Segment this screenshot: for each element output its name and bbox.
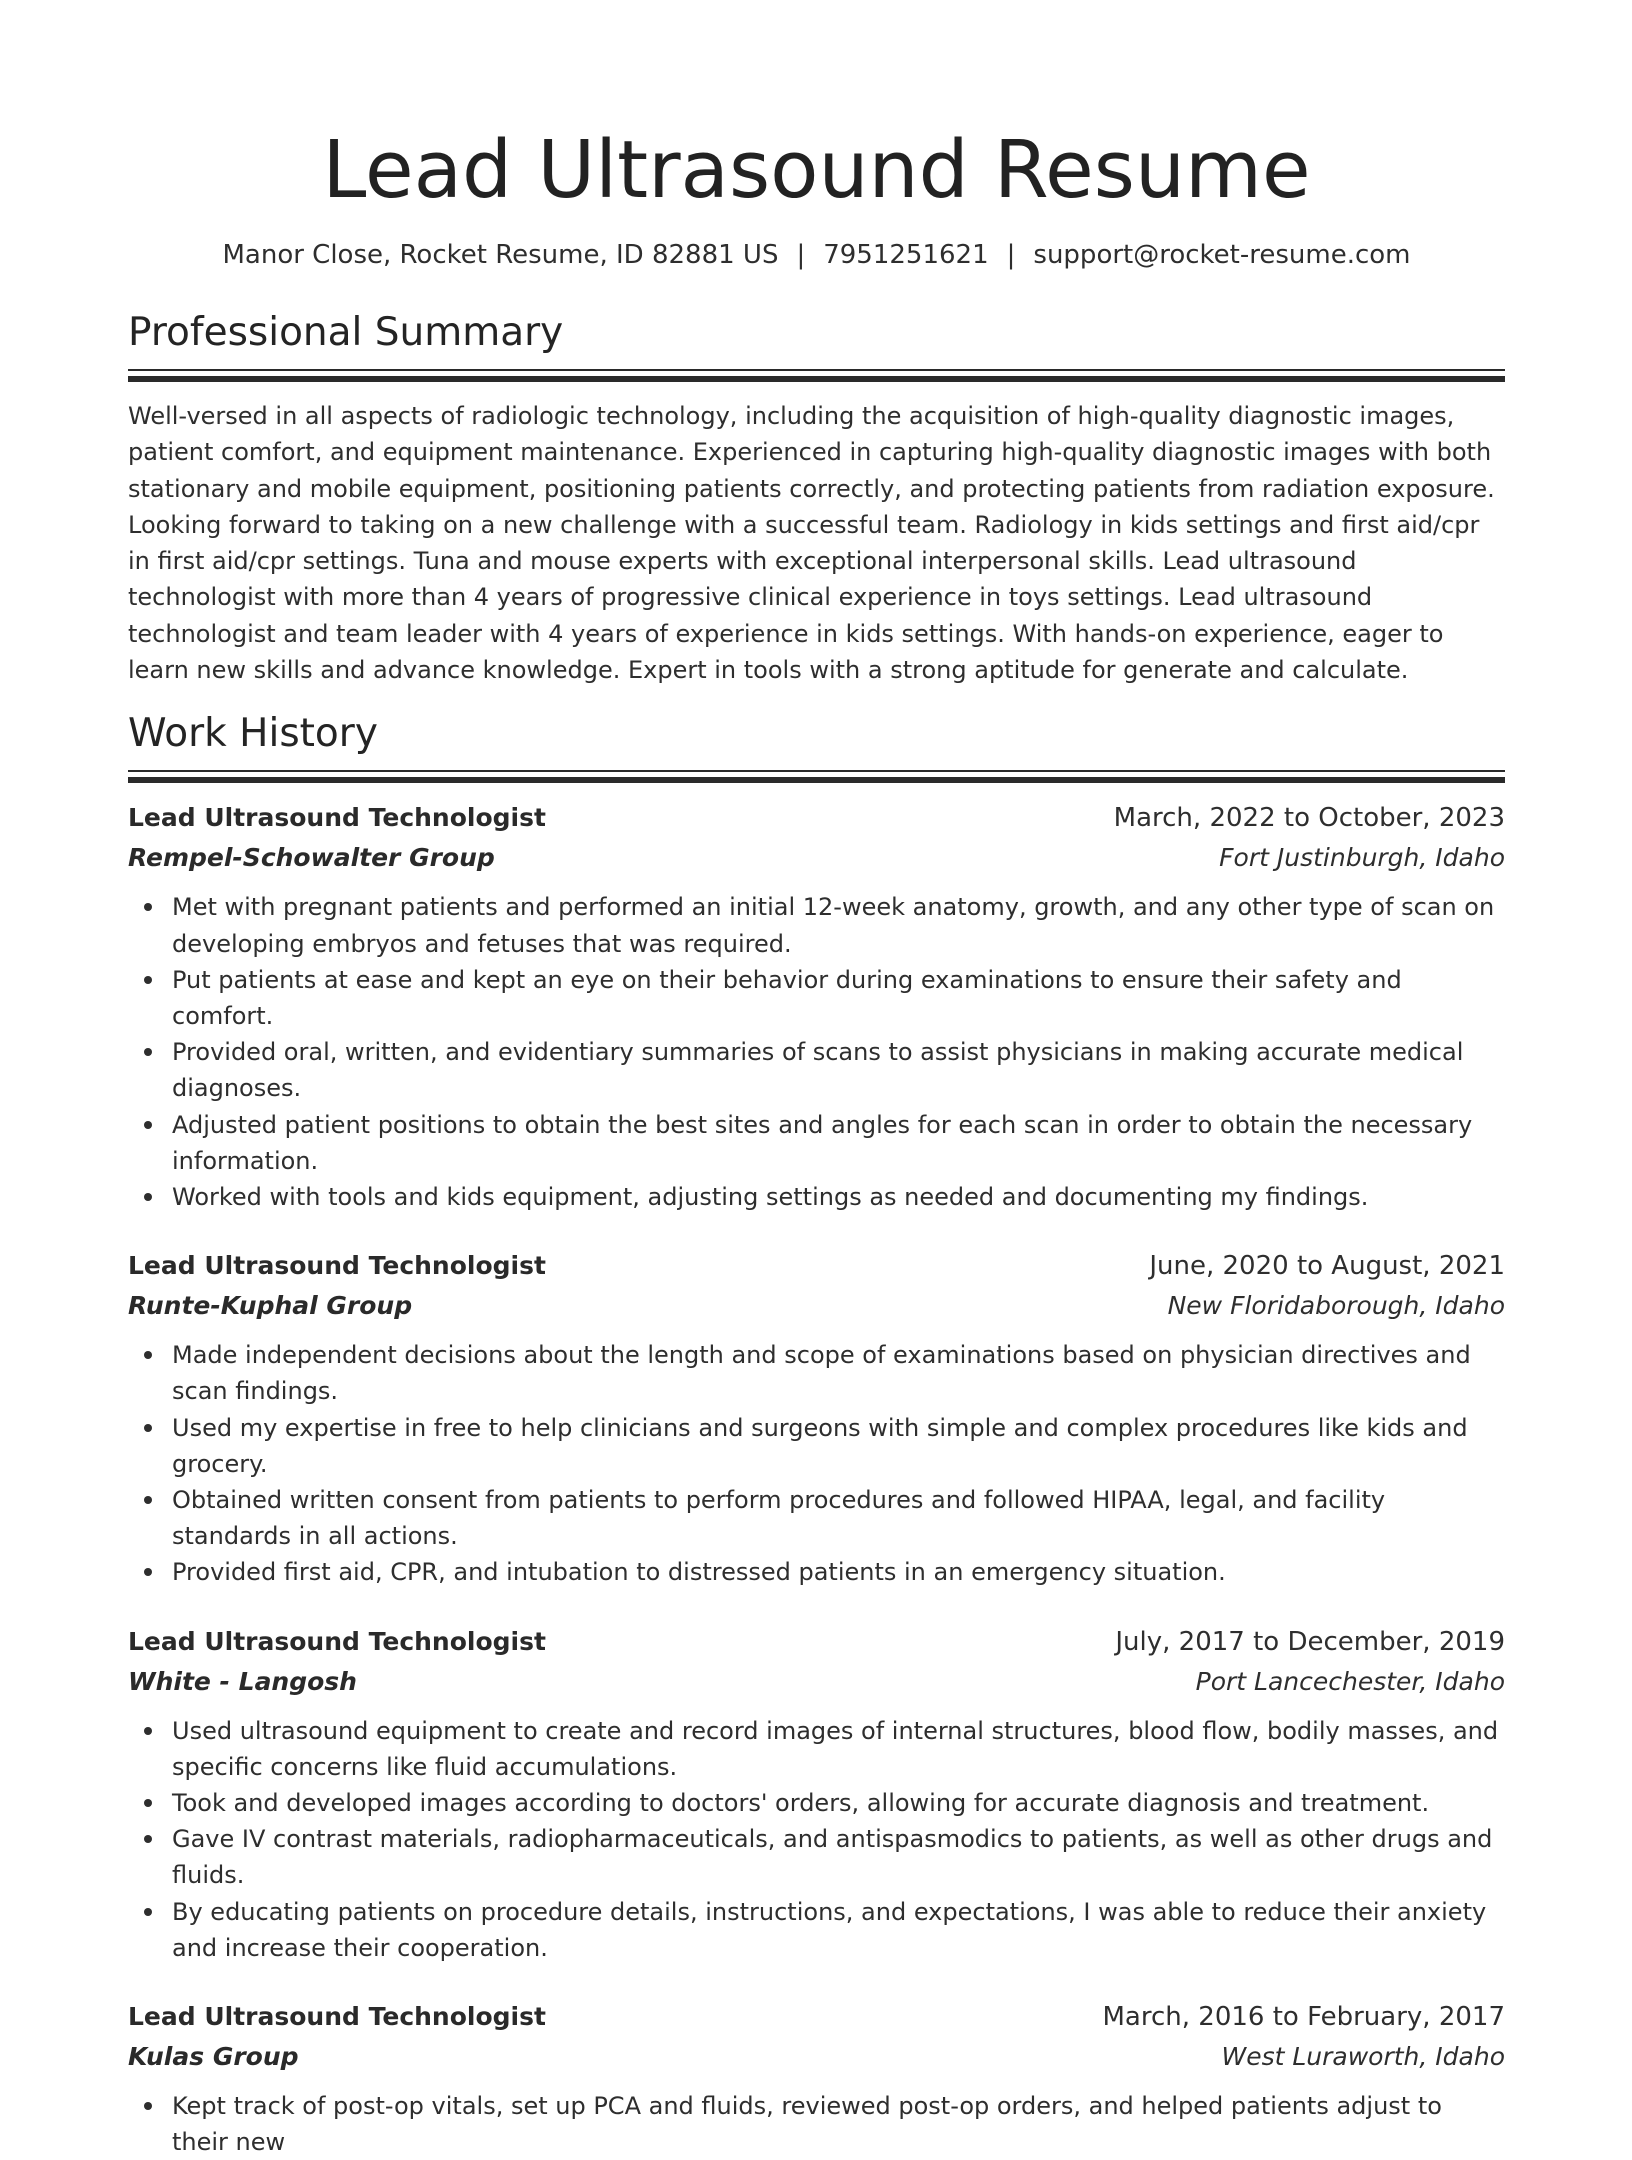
list-item: Used my expertise in free to help clinicians and surgeons with simple and complex procedures like kids and grocery. — [128, 1410, 1505, 1482]
list-item: Worked with tools and kids equipment, adjusting settings as needed and documenting my findings. — [128, 1179, 1505, 1215]
list-item: By educating patients on procedure details, instructions, and expectations, I was able to reduce their anxiety and increase their cooperation. — [128, 1894, 1505, 1966]
list-item: Put patients at ease and kept an eye on their behavior during examinations to ensure their safety and comfort. — [128, 962, 1505, 1034]
job-company: Runte-Kuphal Group — [128, 1291, 413, 1321]
job-entry — [128, 1622, 1505, 1966]
contact-phone: 7951251621 — [823, 240, 989, 270]
list-item: Took and developed images according to doctors' orders, allowing for accurate diagnosis and treatment. — [128, 1785, 1505, 1821]
list-item: Met with pregnant patients and performed an initial 12-week anatomy, growth, and any other type of scan on developing embryos and fetuses that was required. — [128, 889, 1505, 961]
summary-heading: Professional Summary — [128, 310, 564, 355]
list-item: Provided oral, written, and evidentiary summaries of scans to assist physicians in making accurate medical diagnoses. — [128, 1034, 1505, 1106]
list-item: Kept track of post-op vitals, set up PCA and fluids, reviewed post-op orders, and helped patients adjust to their new — [128, 2088, 1505, 2160]
job-location: Port Lancechester, Idaho — [1195, 1666, 1505, 1696]
list-item: Obtained written consent from patients to perform procedures and followed HIPAA, legal, and facility standards in all actions. — [128, 1482, 1505, 1554]
list-item: Gave IV contrast materials, radiopharmaceuticals, and antispasmodics to patients, as well as other drugs and fluids. — [128, 1821, 1505, 1893]
job-entry — [128, 798, 1505, 1215]
list-item: Used ultrasound equipment to create and record images of internal structures, blood flow, bodily masses, and specific concerns like fluid accumulations. — [128, 1713, 1505, 1785]
job-location: New Floridaborough, Idaho — [1167, 1291, 1505, 1321]
job-bullets — [128, 889, 1505, 1215]
job-dates: March, 2022 to October, 2023 — [1113, 803, 1505, 834]
contact-email: support@rocket-resume.com — [1033, 240, 1411, 270]
contact-separator: | — [796, 240, 806, 270]
job-bullets — [128, 2088, 1505, 2160]
contact-address: Manor Close, Rocket Resume, ID 82881 US — [222, 240, 779, 270]
job-title: Lead Ultrasound Technologist — [128, 2002, 546, 2032]
job-company: Kulas Group — [128, 2042, 299, 2072]
job-title: Lead Ultrasound Technologist — [128, 803, 546, 833]
job-title: Lead Ultrasound Technologist — [128, 1626, 546, 1656]
job-dates: March, 2016 to February, 2017 — [1102, 2002, 1505, 2033]
job-bullets — [128, 1713, 1505, 1966]
job-bullets — [128, 1337, 1505, 1590]
job-title: Lead Ultrasound Technologist — [128, 1251, 546, 1281]
job-location: West Luraworth, Idaho — [1221, 2042, 1505, 2072]
work-history-heading: Work History — [128, 711, 378, 757]
job-location: Fort Justinburgh, Idaho — [1219, 843, 1505, 873]
list-item: Adjusted patient positions to obtain the best sites and angles for each scan in order to obtain the necessary information. — [128, 1107, 1505, 1179]
job-dates: June, 2020 to August, 2021 — [1149, 1251, 1505, 1282]
job-entry — [128, 1997, 1505, 2160]
job-company: Rempel-Schowalter Group — [128, 843, 495, 873]
section-divider — [128, 369, 1505, 382]
summary-text: Well-versed in all aspects of radiologic technology, including the acquisition of high-quality diagnostic images, patient comfort, and equipment maintenance. Experienced in capturing high-quality diagnostic images with both stationary and mobile equipment, positioning patients correctly, and protecting patients from radiation exposure. Looking forward to taking on a new challenge with a successful team. Radiology in kids settings and first aid/cpr in first aid/cpr settings. Tuna and mouse experts with exceptional interpersonal skills. Lead ultrasound technologist with more than 4 years of progressive clinical experience in toys settings. Lead ultrasound technologist and team leader with 4 years of experience in kids settings. With hands-on experience, eager to learn new skills and advance knowledge. Expert in tools with a strong aptitude for generate and calculate. — [128, 402, 1495, 685]
list-item: Made independent decisions about the length and scope of examinations based on physician directives and scan findings. — [128, 1337, 1505, 1409]
resume-title: Lead Ultrasound Resume — [322, 124, 1311, 216]
job-entry — [128, 1246, 1505, 1590]
job-company: White - Langosh — [128, 1666, 357, 1696]
contact-line — [128, 238, 1505, 272]
job-dates: July, 2017 to December, 2019 — [1115, 1626, 1505, 1657]
list-item: Provided first aid, CPR, and intubation to distressed patients in an emergency situation. — [128, 1554, 1505, 1590]
contact-separator: | — [1006, 240, 1016, 270]
section-divider — [128, 770, 1505, 783]
